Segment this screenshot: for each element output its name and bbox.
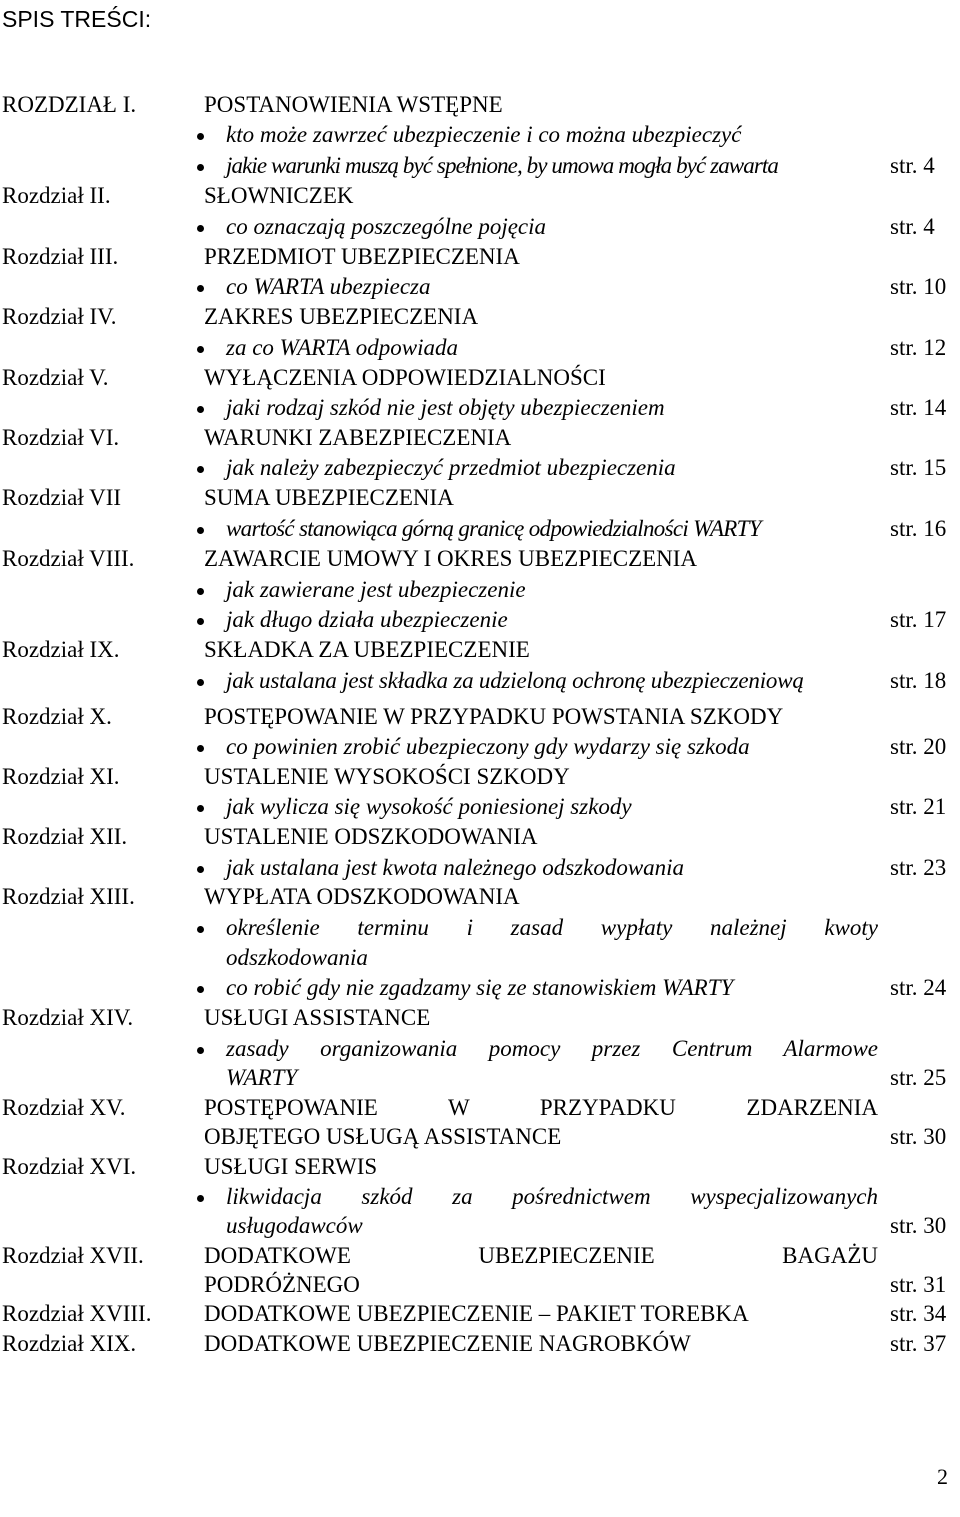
chapter-item: jakie warunki muszą być spełnione, by umowa mogła być zawarta str. 4 <box>0 151 960 181</box>
bullet-icon <box>197 285 204 292</box>
page-ref: str. 18 <box>890 668 947 693</box>
chapter-19: Rozdział XIX. DODATKOWE UBEZPIECZENIE NAGROBKÓW str. 37 <box>0 1329 960 1359</box>
bullet-icon <box>197 133 204 140</box>
bullet-icon <box>197 926 204 933</box>
chapter-1 <box>0 90 960 120</box>
chapter-17: Rozdział XVII. DODATKOWE UBEZPIECZENIE BAGAŻU <box>2 1243 878 1268</box>
chapter-item-continuation: odszkodowania <box>226 945 368 970</box>
chapter-item: jak długo działa ubezpieczenie str. 17 <box>0 605 960 635</box>
bullet-icon <box>197 406 204 413</box>
bullet-icon <box>197 745 204 752</box>
bullet-icon <box>197 805 204 812</box>
chapter-15: Rozdział XV. POSTĘPOWANIE W PRZYPADKU ZDARZENIA <box>2 1095 878 1120</box>
chapter-4: Rozdział IV. ZAKRES UBEZPIECZENIA <box>2 304 479 329</box>
chapter-item: jaki rodzaj szkód nie jest objęty ubezpieczeniem str. 14 <box>0 393 960 423</box>
bullet-icon <box>197 164 204 171</box>
page-ref: str. 25 <box>890 1065 947 1090</box>
page-ref: str. 37 <box>890 1331 947 1356</box>
page-ref: str. 23 <box>890 855 947 880</box>
bullet-icon <box>197 1047 204 1054</box>
chapter-item: co powinien zrobić ubezpieczony gdy wydarzy się szkoda str. 20 <box>0 732 960 762</box>
chapter-12: Rozdział XII. USTALENIE ODSZKODOWANIA <box>2 824 538 849</box>
chapter-item: likwidacja szkód za pośrednictwem wyspecjalizowanych <box>0 1182 960 1212</box>
chapter-item: jak ustalana jest składka za udzieloną ochronę ubezpieczeniową str. 18 <box>0 666 960 696</box>
chapter-5: Rozdział V. WYŁĄCZENIA ODPOWIEDZIALNOŚCI <box>2 365 606 390</box>
chapter-item-continuation: usługodawców str. 30 <box>0 1211 960 1241</box>
page-ref: str. 34 <box>890 1301 947 1326</box>
chapter-item: co oznaczają poszczególne pojęcia str. 4 <box>0 212 960 242</box>
chapter-item: za co WARTA odpowiada str. 12 <box>0 333 960 363</box>
bullet-icon <box>197 986 204 993</box>
page-ref: str. 20 <box>890 734 947 759</box>
chapter-item: co WARTA ubezpiecza str. 10 <box>0 272 960 302</box>
page-ref: str. 24 <box>890 975 947 1000</box>
chapter-8: Rozdział VIII. ZAWARCIE UMOWY I OKRES UBEZPIECZENIA <box>2 546 698 571</box>
chapter-item: określenie terminu i zasad wypłaty należnej kwoty <box>0 913 960 943</box>
page-ref: str. 15 <box>890 455 947 480</box>
chapter-13: Rozdział XIII. WYPŁATA ODSZKODOWANIA <box>2 884 520 909</box>
page-ref: str. 10 <box>890 274 947 299</box>
chapter-heading-continuation: PODRÓŻNEGO str. 31 <box>0 1270 960 1300</box>
page-number: 2 <box>937 1464 948 1489</box>
chapter-3: Rozdział III. PRZEDMIOT UBEZPIECZENIA <box>2 244 520 269</box>
chapter-18: Rozdział XVIII. DODATKOWE UBEZPIECZENIE – PAKIET TOREBKA str. 34 <box>0 1299 960 1329</box>
chapter-item: wartość stanowiąca górną granicę odpowiedzialności WARTY str. 16 <box>0 514 960 544</box>
page-ref: str. 30 <box>890 1124 947 1149</box>
chapter-16: Rozdział XVI. USŁUGI SERWIS <box>2 1154 378 1179</box>
page-ref: str. 12 <box>890 335 947 360</box>
chapter-item-continuation: WARTY str. 25 <box>0 1063 960 1093</box>
page-title: SPIS TREŚCI: <box>2 6 152 32</box>
bullet-icon <box>197 588 204 595</box>
bullet-icon <box>197 618 204 625</box>
chapter-14: Rozdział XIV. USŁUGI ASSISTANCE <box>2 1005 431 1030</box>
page-ref: str. 4 <box>890 153 935 178</box>
bullet-icon <box>197 679 204 686</box>
chapter-item: jak wylicza się wysokość poniesionej szkody str. 21 <box>0 792 960 822</box>
chapter-item: zasady organizowania pomocy przez Centrum Alarmowe <box>0 1034 960 1064</box>
chapter-item: kto może zawrzeć ubezpieczenie i co można ubezpieczyć <box>0 120 960 150</box>
chapter-11: Rozdział XI. USTALENIE WYSOKOŚCI SZKODY <box>2 764 570 789</box>
page-ref: str. 4 <box>890 214 935 239</box>
page-ref: str. 21 <box>890 794 947 819</box>
chapter-heading-continuation: OBJĘTEGO USŁUGĄ ASSISTANCE str. 30 <box>0 1122 960 1152</box>
chapter-2: Rozdział II. SŁOWNICZEK <box>2 183 354 208</box>
chapter-item: jak zawierane jest ubezpieczenie <box>0 575 960 605</box>
page-ref: str. 16 <box>890 516 947 541</box>
chapter-item: co robić gdy nie zgadzamy się ze stanowiskiem WARTY str. 24 <box>0 973 960 1003</box>
page-ref: str. 31 <box>890 1272 947 1297</box>
bullet-icon <box>197 466 204 473</box>
bullet-icon <box>197 866 204 873</box>
chapter-label: ROZDZIAŁ I. <box>2 92 137 117</box>
chapter-7: Rozdział VII SUMA UBEZPIECZENIA <box>2 485 454 510</box>
chapter-10: Rozdział X. POSTĘPOWANIE W PRZYPADKU POWSTANIA SZKODY <box>2 704 784 729</box>
chapter-item: jak ustalana jest kwota należnego odszkodowania str. 23 <box>0 853 960 883</box>
chapter-9: Rozdział IX. SKŁADKA ZA UBEZPIECZENIE <box>2 637 530 662</box>
bullet-icon <box>197 527 204 534</box>
chapter-heading: POSTANOWIENIA WSTĘPNE <box>204 92 503 117</box>
page-ref: str. 14 <box>890 395 947 420</box>
page-ref: str. 17 <box>890 607 947 632</box>
chapter-item: jak należy zabezpieczyć przedmiot ubezpieczenia str. 15 <box>0 453 960 483</box>
page-ref: str. 30 <box>890 1213 947 1238</box>
chapter-6: Rozdział VI. WARUNKI ZABEZPIECZENIA <box>2 425 512 450</box>
bullet-icon <box>197 346 204 353</box>
bullet-icon <box>197 225 204 232</box>
bullet-icon <box>197 1195 204 1202</box>
